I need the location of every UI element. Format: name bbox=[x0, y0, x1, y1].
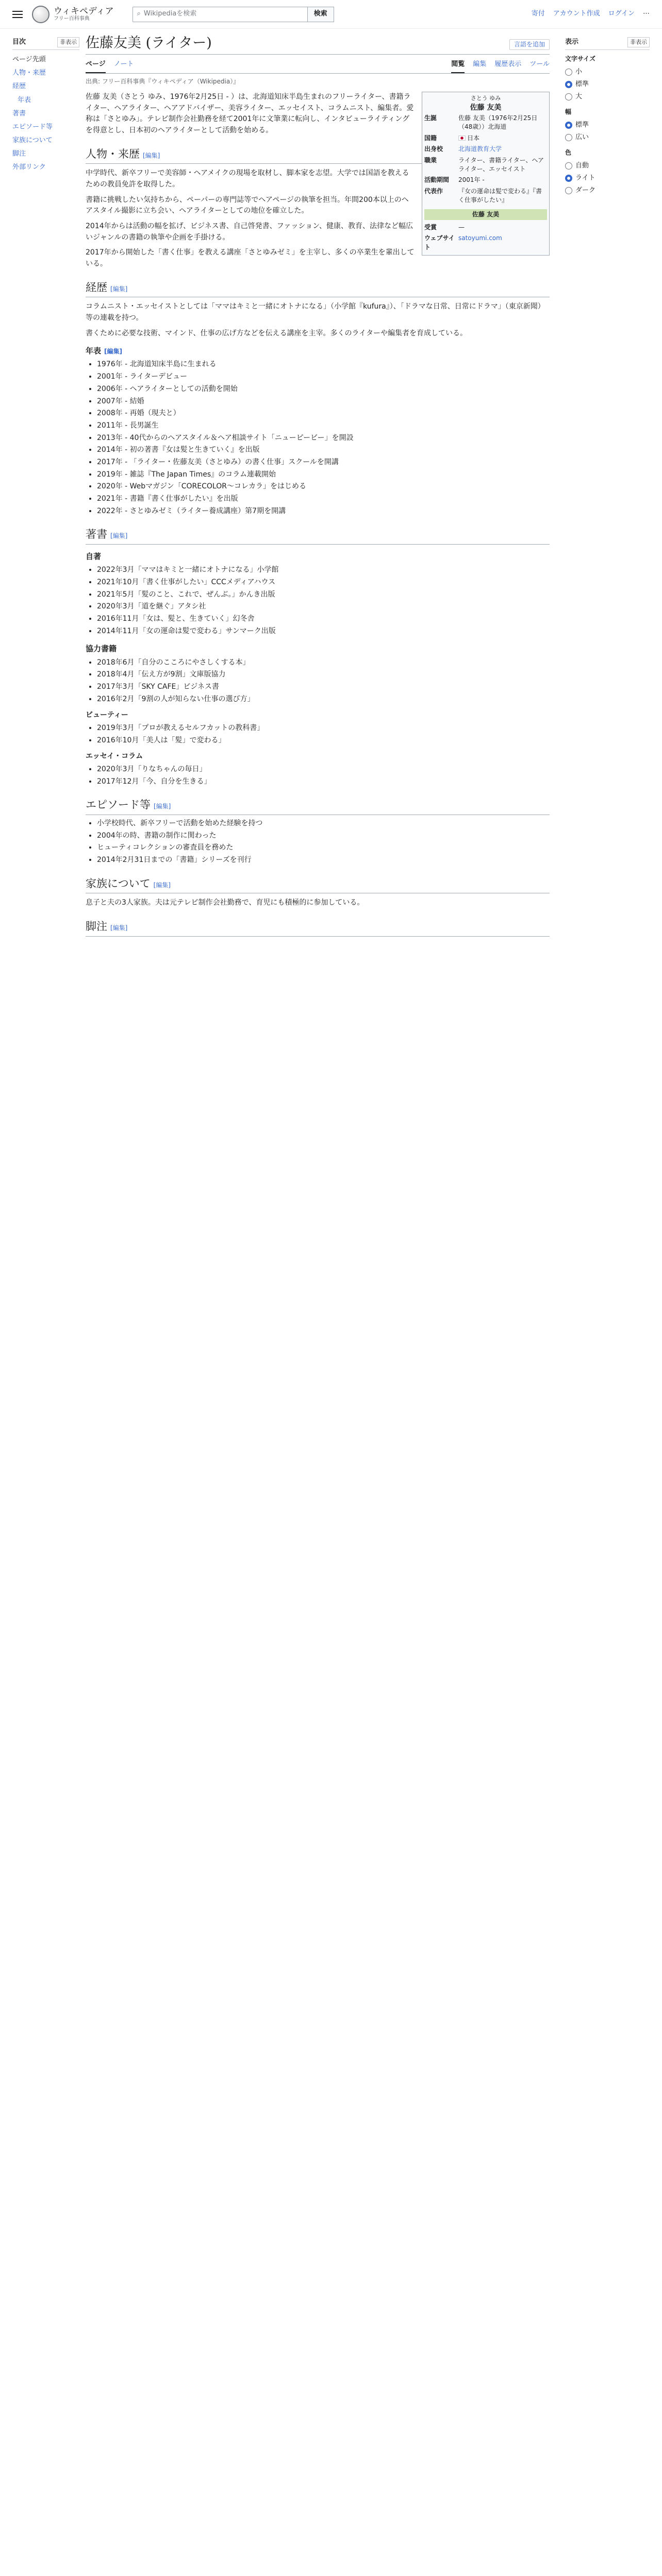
edit-section-link[interactable]: [編集] bbox=[110, 285, 128, 293]
search-form bbox=[133, 7, 334, 22]
section-heading-notes bbox=[86, 918, 550, 937]
list-item: • 2020年 - Webマガジン「CORECOLOR〜コレカラ」をはじめる bbox=[97, 481, 550, 493]
appearance-header bbox=[565, 37, 650, 50]
option-label: ダーク bbox=[575, 186, 596, 194]
search-placeholder: Wikipediaを検索 bbox=[143, 10, 197, 18]
section-heading-history bbox=[86, 279, 550, 298]
edit-section-link[interactable]: [編集] bbox=[110, 532, 128, 540]
list-item: • 2004年の時、書籍の制作に関わった bbox=[97, 831, 550, 842]
infobox-value: 佐藤 友美（1976年2月25日（48歳））北海道 bbox=[458, 114, 538, 131]
paragraph: 2014年からは活動の幅を拡げ、ビジネス書、自己啓発書、ファッション、健康、教育、法律など幅広いジャンルの書籍の執筆や企画を手掛ける。 bbox=[86, 222, 413, 242]
toc-title: 目次 bbox=[12, 38, 26, 46]
brand-name: ウィキペディア bbox=[54, 6, 114, 16]
search-icon: ⌕ bbox=[137, 10, 141, 18]
tab-talk[interactable]: ノート bbox=[113, 60, 134, 69]
list-item: • 2016年10月「美人は「髪」で変わる」 bbox=[97, 735, 550, 747]
tab-tools[interactable]: ツール bbox=[529, 60, 550, 69]
page-title-text: 佐藤友美 (ライター) bbox=[86, 35, 212, 51]
infobox-value[interactable]: 北海道教育大学 bbox=[458, 145, 502, 153]
toc-item-episodes[interactable]: エピソード等 bbox=[12, 123, 53, 131]
infobox-row bbox=[424, 144, 547, 155]
edit-section-link[interactable]: [編集] bbox=[110, 924, 128, 931]
site-header bbox=[0, 0, 662, 29]
list-item: • 2017年 - 「ライター・佐藤友美（さとゆみ）の書く仕事」スクールを開講 bbox=[97, 457, 550, 468]
list-item: • 2018年6月「自分のこころにやさしくする本」 bbox=[97, 657, 550, 669]
paragraph: コラムニスト・エッセイストとしては「ママはキミと一緒にオトナになる」（小学館『kufura』）、「ドラマな日常、日常にドラマ」（東京新聞）等の連載を持つ。 bbox=[86, 302, 545, 322]
user-links bbox=[532, 9, 650, 19]
infobox-key: 活動期間 bbox=[424, 176, 450, 184]
create-account-link[interactable]: アカウント作成 bbox=[553, 10, 600, 18]
list-item: • 2017年12月「今、自分を生きる」 bbox=[97, 776, 550, 788]
search-button[interactable]: 検索 bbox=[308, 7, 334, 22]
lead-paragraph: 佐藤 友美（さとう ゆみ、1976年2月25日 - ）は、北海道知床半島生まれのフリーライター、書籍ライター、ヘアライター、ヘアアドバイザー、美容ライター、エッセイスト、コラムニスト、編集者。愛称は「さとゆみ」。テレビ制作会社勤務を経て2001年に文筆業に転向し、インタビューライティングを得意とし、日本初のヘアライターとして活動を始める。 bbox=[86, 92, 414, 134]
toc-item-career[interactable]: 人物・来歴 bbox=[12, 69, 46, 77]
tab-read[interactable]: 閲覧 bbox=[451, 57, 465, 73]
donate-link[interactable]: 寄付 bbox=[531, 10, 545, 18]
login-link[interactable]: ログイン bbox=[608, 10, 635, 18]
list-item: • 2022年 - さとゆみゼミ（ライター養成講座）第7期を開講 bbox=[97, 506, 550, 517]
tab-edit[interactable]: 編集 bbox=[473, 60, 487, 69]
radio-icon bbox=[565, 187, 572, 194]
infobox-section-bar: 佐藤 友美 bbox=[424, 209, 547, 220]
nationality[interactable]: 日本 bbox=[467, 134, 480, 142]
option-label: 小 bbox=[575, 67, 583, 76]
option-label: 自動 bbox=[575, 161, 589, 170]
width-option[interactable] bbox=[565, 119, 650, 131]
subheading-essay: エッセイ・コラム bbox=[86, 752, 143, 761]
radio-icon bbox=[565, 93, 572, 100]
infobox-value bbox=[458, 134, 547, 143]
infobox-row bbox=[424, 155, 547, 175]
text-size-option[interactable] bbox=[565, 66, 650, 78]
infobox-key: ウェブサイト bbox=[424, 234, 455, 251]
subheading-beauty: ビューティー bbox=[86, 711, 128, 720]
section-title: エピソード等 bbox=[86, 799, 151, 811]
article-content bbox=[86, 34, 550, 940]
infobox-row bbox=[424, 175, 547, 185]
section-title: 著書 bbox=[86, 528, 107, 541]
section-heading-family bbox=[86, 875, 550, 894]
section-title: 人物・来歴 bbox=[86, 147, 140, 160]
collab-books-list bbox=[97, 657, 550, 705]
toc-item-history[interactable]: 経歴 bbox=[12, 82, 26, 91]
search-input[interactable] bbox=[133, 7, 308, 22]
toc-header bbox=[12, 37, 79, 50]
list-item: • 2020年3月「りなちゃんの毎日」 bbox=[97, 764, 550, 775]
infobox-row bbox=[424, 133, 547, 144]
radio-icon bbox=[565, 134, 572, 141]
paragraph: 書くために必要な技術、マインド、仕事の広げ方などを伝える講座を主宰。多くのライターや編集者を育成している。 bbox=[86, 329, 468, 337]
infobox-value: ライター、書籍ライター、ヘアライター、エッセイスト bbox=[458, 156, 544, 173]
infobox-key: 受賞 bbox=[424, 223, 437, 231]
list-item: • 2008年 - 再婚（現夫と） bbox=[97, 408, 550, 419]
infobox-key: 職業 bbox=[424, 156, 437, 164]
page-tabs bbox=[86, 57, 550, 74]
infobox bbox=[422, 92, 550, 256]
article-source: 出典: フリー百科事典『ウィキペディア（Wikipedia）』 bbox=[86, 78, 240, 86]
paragraph: 息子と夫の3人家族。夫は元テレビ制作会社勤務で、育児にも積極的に参加している。 bbox=[86, 899, 365, 907]
toc-item-books[interactable]: 著書 bbox=[12, 109, 26, 117]
toc-item-links[interactable]: 外部リンク bbox=[12, 163, 46, 172]
toc-item-notes[interactable]: 脚注 bbox=[12, 150, 26, 158]
infobox-key: 代表作 bbox=[424, 187, 443, 195]
language-button[interactable]: 言語を追加 bbox=[509, 39, 550, 50]
radio-selected-icon bbox=[565, 175, 572, 182]
beauty-books-list bbox=[97, 723, 550, 746]
own-books-list bbox=[97, 565, 550, 637]
section-heading-episodes bbox=[86, 796, 550, 815]
radio-selected-icon bbox=[565, 122, 572, 129]
section-heading-timeline bbox=[86, 345, 550, 357]
infobox-key: 国籍 bbox=[424, 134, 437, 142]
list-item: • 2021年10月「書く仕事がしたい」CCCメディアハウス bbox=[97, 577, 550, 588]
list-item: • 2022年3月「ママはキミと一緒にオトナになる」小学館 bbox=[97, 565, 550, 576]
tab-page[interactable]: ページ bbox=[86, 57, 106, 73]
section-title: 経歴 bbox=[86, 281, 107, 294]
main-menu-icon[interactable] bbox=[12, 11, 23, 18]
essay-books-list bbox=[97, 764, 550, 787]
list-item: • 2021年 - 書籍『書く仕事がしたい』を出版 bbox=[97, 494, 550, 505]
color-option[interactable] bbox=[565, 160, 650, 172]
list-item: • 小学校時代、新卒フリーで活動を始めた経験を持つ bbox=[97, 818, 550, 829]
text-size-option[interactable] bbox=[565, 91, 650, 103]
website-link[interactable]: satoyumi.com bbox=[458, 234, 502, 242]
width-option[interactable] bbox=[565, 131, 650, 144]
subheading-own-books: 自著 bbox=[86, 551, 102, 561]
option-label: ライト bbox=[575, 174, 595, 182]
list-item: • ヒューティコレクションの審査員を務めた bbox=[97, 842, 550, 854]
episodes-list bbox=[97, 818, 550, 866]
appearance-title: 表示 bbox=[565, 38, 579, 46]
radio-icon bbox=[565, 69, 572, 76]
color-option[interactable] bbox=[565, 184, 650, 197]
list-item: • 2017年3月「SKY CAFE」ビジネス書 bbox=[97, 682, 550, 693]
option-label: 大 bbox=[575, 93, 583, 101]
paragraph: 書籍に挑戦したい気持ちから、ペーパーの専門誌等でヘアページの執筆を担当。年間200本以上のヘアスタイル撮影に立ち会い、ヘアライターとしての地位を確立した。 bbox=[86, 195, 409, 215]
color-option[interactable] bbox=[565, 172, 650, 184]
list-item: • 2016年2月「9割の人が知らない仕事の選び方」 bbox=[97, 694, 550, 705]
edit-section-link[interactable]: [編集] bbox=[154, 803, 171, 810]
paragraph: 2017年から開始した「書く仕事」を教える講座「さとゆみゼミ」を主宰し、多くの卒業生を輩出している。 bbox=[86, 248, 415, 268]
edit-section-link[interactable]: [編集] bbox=[143, 151, 160, 159]
color-label: 色 bbox=[565, 149, 572, 157]
list-item: • 2014年 - 初の著書『女は髪と生きていく』を出版 bbox=[97, 445, 550, 456]
section-title: 家族について bbox=[86, 877, 151, 890]
paragraph: 中学時代、新卒フリーで美容師・ヘアメイクの現場を取材し、脚本家を志望。大学では国語を教えるための教員免許を取得した。 bbox=[86, 169, 409, 189]
infobox-name: 佐藤 友美 bbox=[470, 103, 502, 112]
list-item: • 2006年 - ヘアライターとしての活動を開始 bbox=[97, 384, 550, 395]
timeline-list bbox=[97, 359, 550, 517]
more-icon[interactable]: ⋯ bbox=[643, 10, 650, 18]
appearance-panel bbox=[565, 37, 650, 197]
radio-icon bbox=[565, 162, 572, 170]
list-item: • 2019年 - 雑誌『The Japan Times』のコラム連載開始 bbox=[97, 469, 550, 481]
text-size-label: 文字サイズ bbox=[565, 55, 596, 63]
site-logo[interactable] bbox=[32, 6, 114, 23]
list-item: • 2020年3月「道を継ぐ」アタシ社 bbox=[97, 601, 550, 613]
infobox-value: 『女の運命は髪で変わる』『書く仕事がしたい』 bbox=[458, 187, 542, 204]
japan-flag-icon bbox=[458, 135, 466, 141]
list-item: • 2016年11月「女は、髪と、生きていく」幻冬舎 bbox=[97, 614, 550, 625]
appearance-hide-button[interactable]: 非表示 bbox=[627, 37, 650, 47]
toc-item-timeline[interactable]: 年表 bbox=[18, 96, 31, 104]
brand-tagline: フリー百科事典 bbox=[54, 16, 90, 22]
infobox-key: 生誕 bbox=[424, 114, 437, 122]
list-item: • 2019年3月「プロが教えるセルフカットの教科書」 bbox=[97, 723, 550, 734]
option-label: 標準 bbox=[575, 121, 589, 129]
subheading-collab-books: 協力書籍 bbox=[86, 644, 117, 654]
page-title bbox=[86, 34, 550, 55]
wikipedia-globe-icon bbox=[32, 6, 49, 23]
list-item: • 2021年5月「髪のこと、これで、ぜんぶ。」かんき出版 bbox=[97, 589, 550, 601]
infobox-value: — bbox=[458, 223, 465, 231]
infobox-row bbox=[424, 186, 547, 206]
infobox-row bbox=[424, 113, 547, 133]
edit-section-link[interactable]: [編集] bbox=[153, 881, 171, 889]
toc-item-family[interactable]: 家族について bbox=[12, 136, 53, 144]
infobox-row bbox=[424, 233, 547, 253]
width-label: 幅 bbox=[565, 108, 572, 116]
section-title: 脚注 bbox=[86, 920, 107, 933]
toc-item-top[interactable]: ページ先頭 bbox=[12, 56, 46, 64]
toc-sidebar bbox=[12, 37, 79, 174]
text-size-option[interactable] bbox=[565, 78, 650, 91]
infobox-value: 2001年 - bbox=[458, 176, 485, 184]
section-title: 年表 bbox=[86, 346, 102, 356]
wordmark bbox=[54, 7, 114, 22]
list-item: • 2007年 - 結婚 bbox=[97, 396, 550, 408]
list-item: • 2018年4月「伝え方が9割」文庫版協力 bbox=[97, 669, 550, 681]
list-item: • 2014年11月「女の運命は髪で変わる」サンマーク出版 bbox=[97, 626, 550, 637]
edit-section-link[interactable]: [編集] bbox=[104, 348, 122, 355]
toc-hide-button[interactable]: 非表示 bbox=[57, 37, 79, 47]
list-item: • 2014年2月31日までの「書籍」シリーズを刊行 bbox=[97, 855, 550, 866]
list-item: • 2001年 - ライターデビュー bbox=[97, 371, 550, 383]
list-item: • 1976年 - 北海道知床半島に生まれる bbox=[97, 359, 550, 370]
infobox-row bbox=[424, 222, 547, 233]
tab-history[interactable]: 履歴表示 bbox=[494, 60, 522, 69]
section-heading-books bbox=[86, 526, 550, 545]
option-label: 標準 bbox=[575, 80, 589, 88]
infobox-ruby: さとう ゆみ bbox=[470, 94, 501, 101]
option-label: 広い bbox=[575, 133, 589, 141]
list-item: • 2011年 - 長男誕生 bbox=[97, 420, 550, 432]
infobox-key: 出身校 bbox=[424, 145, 443, 153]
radio-selected-icon bbox=[565, 81, 572, 88]
list-item: • 2013年 - 40代からのヘアスタイル＆ヘア相談サイト「ニューピービー」を開設 bbox=[97, 433, 550, 444]
